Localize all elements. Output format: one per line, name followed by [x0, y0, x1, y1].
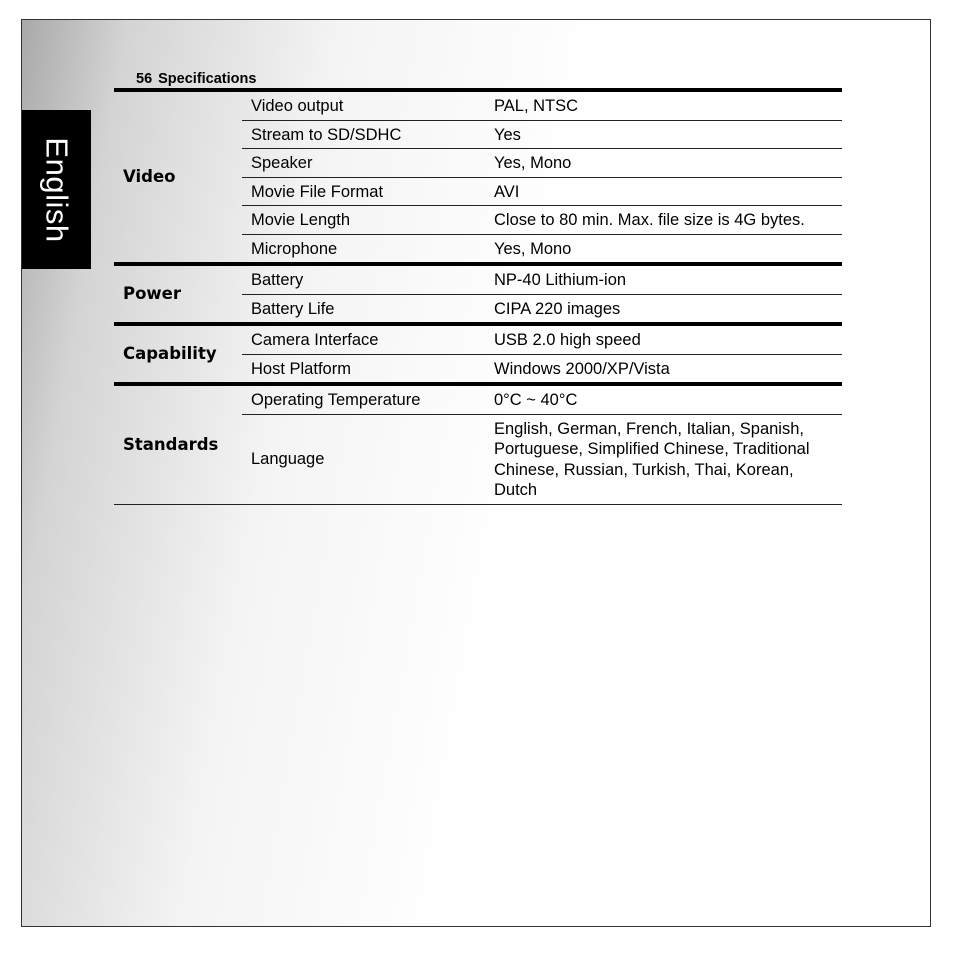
feature-cell: Movie Length: [242, 206, 485, 235]
value-cell: Yes, Mono: [485, 234, 842, 264]
page-header: [136, 71, 256, 87]
feature-cell: Battery: [242, 264, 485, 294]
value-cell: USB 2.0 high speed: [485, 324, 842, 354]
value-cell: Yes: [485, 120, 842, 149]
language-tab-label: English: [39, 136, 75, 243]
value-cell: Close to 80 min. Max. file size is 4G bytes.: [485, 206, 842, 235]
value-cell: AVI: [485, 177, 842, 206]
table-row: [114, 384, 842, 414]
table-row: [114, 324, 842, 354]
feature-cell: Camera Interface: [242, 324, 485, 354]
feature-cell: Speaker: [242, 149, 485, 178]
category-cell: Capability: [114, 324, 242, 384]
feature-cell: Stream to SD/SDHC: [242, 120, 485, 149]
category-cell: Video: [114, 90, 242, 264]
feature-cell: Operating Temperature: [242, 384, 485, 414]
table-row: [114, 90, 842, 120]
feature-cell: Video output: [242, 90, 485, 120]
category-cell: Power: [114, 264, 242, 324]
value-cell: PAL, NTSC: [485, 90, 842, 120]
value-cell: CIPA 220 images: [485, 294, 842, 324]
feature-cell: Language: [242, 414, 485, 504]
language-tab: [22, 110, 91, 269]
feature-cell: Host Platform: [242, 354, 485, 384]
value-cell: 0°C ~ 40°C: [485, 384, 842, 414]
feature-cell: Microphone: [242, 234, 485, 264]
value-cell: English, German, French, Italian, Spanish, Portuguese, Simplified Chinese, Traditional Chinese, Russian, Turkish, Thai, Korean, Dutch: [485, 414, 842, 504]
feature-cell: Battery Life: [242, 294, 485, 324]
category-cell: Standards: [114, 384, 242, 504]
page-number: 56: [136, 71, 153, 87]
value-cell: NP-40 Lithium-ion: [485, 264, 842, 294]
section-title: Specifications: [158, 71, 257, 87]
spec-table: [114, 88, 842, 505]
value-cell: Yes, Mono: [485, 149, 842, 178]
value-cell: Windows 2000/XP/Vista: [485, 354, 842, 384]
feature-cell: Movie File Format: [242, 177, 485, 206]
table-row: [114, 264, 842, 294]
